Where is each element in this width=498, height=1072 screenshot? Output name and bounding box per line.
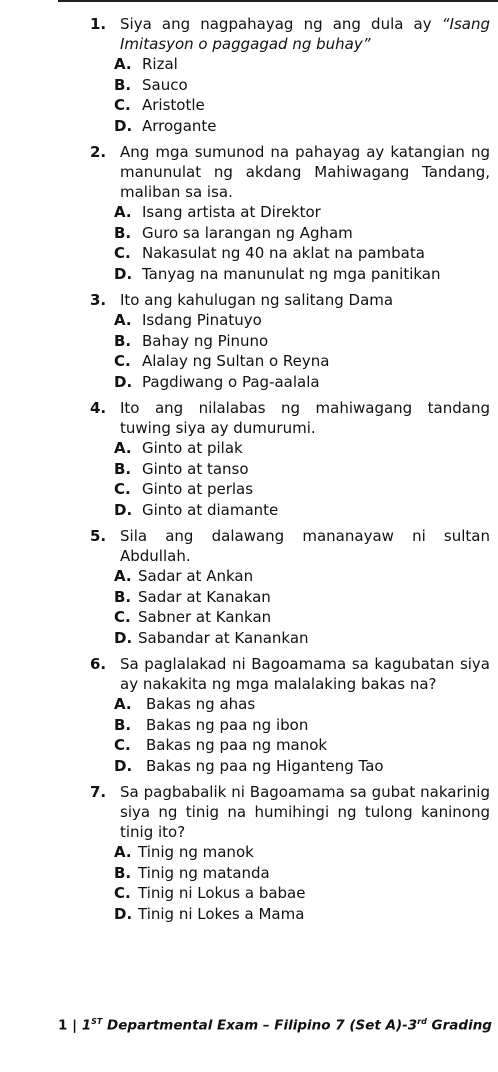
choice-d[interactable] bbox=[114, 264, 490, 285]
choice-c[interactable] bbox=[114, 243, 490, 264]
choice-text: Ginto at tanso bbox=[142, 459, 249, 478]
choice-text: Pagdiwang o Pag-aalala bbox=[142, 372, 320, 391]
choice-letter: D. bbox=[114, 904, 133, 923]
choice-b[interactable] bbox=[114, 587, 490, 608]
question-4 bbox=[90, 398, 490, 520]
choice-b[interactable] bbox=[114, 75, 490, 96]
choice-letter: B. bbox=[114, 331, 132, 350]
choice-letter: A. bbox=[114, 843, 132, 861]
choice-d[interactable] bbox=[114, 116, 490, 137]
choice-letter: D. bbox=[114, 372, 133, 391]
question-3 bbox=[90, 290, 490, 392]
choice-letter: B. bbox=[114, 459, 132, 478]
choice-list bbox=[90, 566, 490, 648]
choice-letter: D. bbox=[114, 264, 133, 283]
question-number: 3. bbox=[90, 291, 107, 309]
choice-letter: C. bbox=[114, 608, 131, 626]
choice-list bbox=[90, 842, 490, 924]
choice-text: Nakasulat ng 40 na aklat na pambata bbox=[142, 244, 425, 262]
choice-d[interactable] bbox=[114, 756, 490, 777]
question-number: 5. bbox=[90, 527, 107, 545]
footer-ordinal: 1 bbox=[81, 1017, 92, 1034]
question-text: Sa paglalakad ni Bagoamama sa kagubatan siya ay nakakita ng mga malalaking bakas na? bbox=[120, 655, 490, 693]
choice-text: Aristotle bbox=[142, 96, 205, 114]
choice-letter: C. bbox=[114, 480, 131, 498]
choice-b[interactable] bbox=[114, 715, 490, 736]
choice-letter: C. bbox=[114, 736, 131, 754]
question-number: 7. bbox=[90, 783, 107, 801]
choice-b[interactable] bbox=[114, 863, 490, 884]
question-number: 4. bbox=[90, 399, 107, 417]
question-1 bbox=[90, 14, 490, 136]
choice-list bbox=[90, 438, 490, 520]
choice-text: Bakas ng paa ng manok bbox=[146, 736, 328, 754]
choice-letter: D. bbox=[114, 116, 133, 135]
choice-text: Sauco bbox=[142, 75, 188, 94]
footer-ordinal-suffix: ST bbox=[91, 1017, 103, 1026]
choice-text: Tinig ng manok bbox=[138, 843, 254, 861]
question-quote: “Isang Imitasyon o paggagad ng buhay” bbox=[120, 15, 490, 53]
choice-c[interactable] bbox=[114, 735, 490, 756]
choice-a[interactable] bbox=[114, 202, 490, 223]
choice-text: Isdang Pinatuyo bbox=[142, 311, 262, 329]
choice-c[interactable] bbox=[114, 883, 490, 904]
choice-a[interactable] bbox=[114, 310, 490, 331]
choice-text: Sadar at Kanakan bbox=[138, 587, 271, 606]
choice-c[interactable] bbox=[114, 351, 490, 372]
choice-text: Tinig ni Lokes a Mama bbox=[138, 904, 305, 923]
choice-a[interactable] bbox=[114, 54, 490, 75]
question-text: Ito ang kahulugan ng salitang Dama bbox=[120, 291, 394, 309]
choice-letter: A. bbox=[114, 567, 132, 585]
choice-letter: B. bbox=[114, 863, 132, 882]
question-text: Ito ang nilalabas ng mahiwagang tandang tuwing siya ay dumurumi. bbox=[120, 399, 490, 437]
page-footer bbox=[58, 1017, 492, 1034]
choice-text: Ginto at diamante bbox=[142, 500, 279, 519]
choice-d[interactable] bbox=[114, 628, 490, 649]
choice-letter: A. bbox=[114, 55, 132, 73]
choice-c[interactable] bbox=[114, 607, 490, 628]
choice-b[interactable] bbox=[114, 459, 490, 480]
choice-text: Isang artista at Direktor bbox=[142, 203, 321, 221]
choice-letter: A. bbox=[114, 311, 132, 329]
question-text: Ang mga sumunod na pahayag ay katangian ng manunulat ng akdang Mahiwagang Tandang, maliban sa isa. bbox=[120, 143, 490, 201]
choice-letter: B. bbox=[114, 75, 132, 94]
question-6 bbox=[90, 654, 490, 776]
choice-letter: C. bbox=[114, 244, 131, 262]
choice-text: Sabner at Kankan bbox=[138, 608, 272, 626]
choice-b[interactable] bbox=[114, 223, 490, 244]
exam-questions bbox=[90, 14, 490, 930]
choice-text: Tinig ng matanda bbox=[138, 863, 270, 882]
choice-letter: A. bbox=[114, 439, 132, 457]
footer-grading: Grading bbox=[426, 1017, 492, 1034]
choice-text: Rizal bbox=[142, 55, 178, 73]
choice-text: Sadar at Ankan bbox=[138, 567, 254, 585]
choice-list bbox=[90, 54, 490, 136]
choice-letter: A. bbox=[114, 203, 132, 221]
footer-exam-title: Departmental Exam – Filipino 7 (Set A)-3 bbox=[102, 1017, 418, 1034]
choice-text: Tanyag na manunulat ng mga panitikan bbox=[142, 264, 441, 283]
choice-letter: D. bbox=[114, 500, 133, 519]
choice-text: Bakas ng ahas bbox=[146, 695, 256, 713]
choice-letter: B. bbox=[114, 715, 132, 734]
top-rule bbox=[58, 0, 498, 2]
choice-text: Tinig ni Lokus a babae bbox=[138, 884, 306, 902]
choice-letter: D. bbox=[114, 628, 133, 647]
choice-list bbox=[90, 694, 490, 776]
choice-d[interactable] bbox=[114, 904, 490, 925]
choice-letter: D. bbox=[114, 756, 133, 775]
question-text: Sa pagbabalik ni Bagoamama sa gubat nakarinig siya ng tinig na humihingi ng tulong kaninong tinig ito? bbox=[120, 783, 490, 841]
choice-letter: C. bbox=[114, 884, 131, 902]
choice-a[interactable] bbox=[114, 566, 490, 587]
choice-letter: C. bbox=[114, 96, 131, 114]
question-text bbox=[120, 14, 490, 54]
question-number: 1. bbox=[90, 15, 107, 33]
question-2 bbox=[90, 142, 490, 284]
choice-text: Ginto at pilak bbox=[142, 439, 243, 457]
choice-list bbox=[90, 310, 490, 392]
choice-d[interactable] bbox=[114, 500, 490, 521]
choice-text: Bahay ng Pinuno bbox=[142, 331, 269, 350]
choice-text: Arrogante bbox=[142, 116, 217, 135]
question-text-part: Siya ang nagpahayag ng ang dula ay bbox=[120, 15, 442, 33]
question-number: 2. bbox=[90, 143, 107, 161]
choice-letter: C. bbox=[114, 352, 131, 370]
question-number: 6. bbox=[90, 655, 107, 673]
choice-text: Ginto at perlas bbox=[142, 480, 254, 498]
choice-a[interactable] bbox=[114, 438, 490, 459]
choice-text: Bakas ng paa ng ibon bbox=[146, 715, 309, 734]
footer-grading-suffix: rd bbox=[417, 1017, 427, 1026]
choice-d[interactable] bbox=[114, 372, 490, 393]
choice-letter: B. bbox=[114, 223, 132, 242]
choice-text: Alalay ng Sultan o Reyna bbox=[142, 352, 330, 370]
choice-letter: A. bbox=[114, 695, 132, 713]
choice-c[interactable] bbox=[114, 95, 490, 116]
choice-b[interactable] bbox=[114, 331, 490, 352]
choice-text: Bakas ng paa ng Higanteng Tao bbox=[146, 756, 384, 775]
choice-list bbox=[90, 202, 490, 284]
choice-text: Sabandar at Kanankan bbox=[138, 628, 309, 647]
choice-a[interactable] bbox=[114, 694, 490, 715]
choice-text: Guro sa larangan ng Agham bbox=[142, 223, 353, 242]
question-7 bbox=[90, 782, 490, 924]
page-number: 1 | bbox=[58, 1017, 82, 1034]
choice-c[interactable] bbox=[114, 479, 490, 500]
choice-a[interactable] bbox=[114, 842, 490, 863]
question-text: Sila ang dalawang mananayaw ni sultan Abdullah. bbox=[120, 527, 490, 565]
choice-letter: B. bbox=[114, 587, 132, 606]
question-5 bbox=[90, 526, 490, 648]
